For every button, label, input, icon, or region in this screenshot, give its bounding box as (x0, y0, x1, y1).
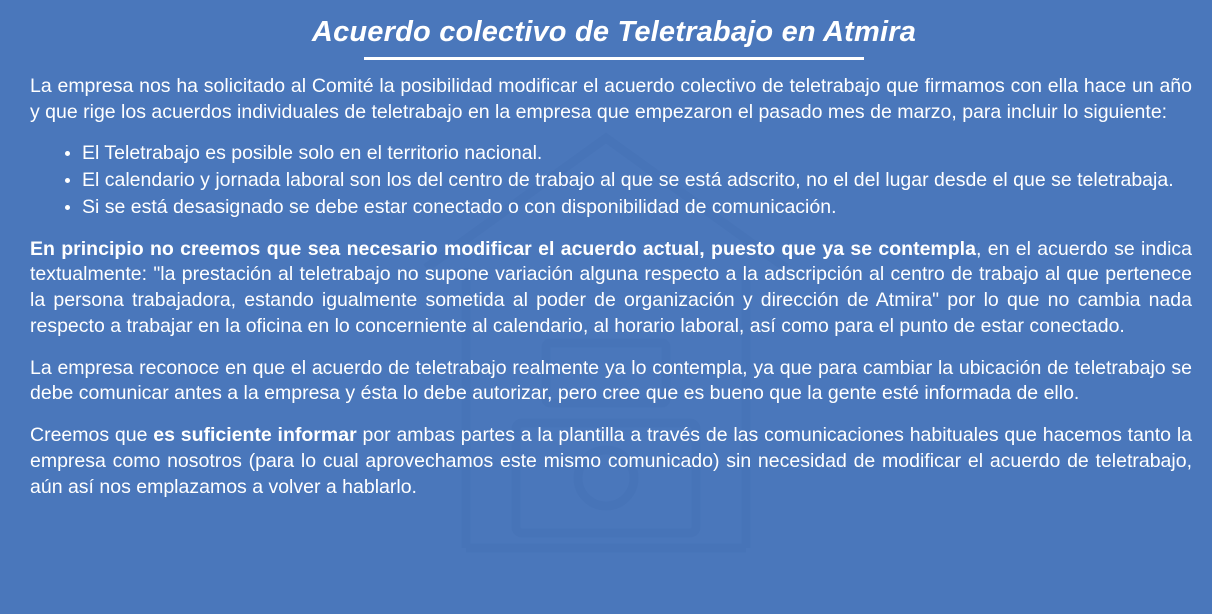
position-paragraph-rest: , en el acuerdo se indica textualmente: "la prestación al teletrabajo no supone variación alguna respecto a la adscripción al centro de trabajo al que pertenece la persona trabajadora, estando igualmente sometida al poder de organización y dirección de Atmira" por lo que no cambia nada respecto a trabajar en la oficina en lo concerniente al calendario, al horario laboral, así como para el punto de estar conectado. (30, 237, 1192, 337)
list-item: • El Teletrabajo es posible solo en el territorio nacional. (82, 141, 1198, 167)
requirements-list (30, 141, 1198, 220)
page-title: Acuerdo colectivo de Teletrabajo en Atmira (311, 16, 917, 48)
conclusion-emphasis: es suficiente informar (153, 424, 357, 447)
intro-paragraph: La empresa nos ha solicitado al Comité la posibilidad modificar el acuerdo colectivo de teletrabajo que firmamos con ella hace un año y que rige los acuerdos individuales de teletrabajo en la empresa que empezaron el pasado mes de marzo, para incluir lo siguiente: (30, 75, 1192, 123)
position-paragraph (30, 237, 1198, 340)
position-paragraph-emphasis: En principio no creemos que sea necesario modificar el acuerdo actual, puesto que ya se contempla (30, 237, 976, 260)
list-item: • Si se está desasignado se debe estar conectado o con disponibilidad de comunicación. (82, 195, 1198, 221)
list-item: • El calendario y jornada laboral son los del centro de trabajo al que se está adscrito, no el del lugar desde el que se teletrabaja. (82, 168, 1198, 194)
conclusion-start: Creemos que (30, 424, 154, 447)
title-divider (364, 57, 864, 60)
company-response-paragraph: La empresa reconoce en que el acuerdo de teletrabajo realmente ya lo contempla, ya que para cambiar la ubicación de teletrabajo se debe comunicar antes a la empresa y ésta lo debe autorizar, pero cree que es bueno que la gente esté informada de ello. (30, 356, 1192, 405)
conclusion-rest: por ambas partes a la plantilla a través de las comunicaciones habituales que hacemos tanto la empresa como nosotros (para lo cual aprovechamos este mismo comunicado) sin necesidad de modificar el acuerdo de teletrabajo, aún así nos emplazamos a volver a hablarlo. (30, 424, 1192, 498)
conclusion-paragraph (30, 423, 1198, 500)
